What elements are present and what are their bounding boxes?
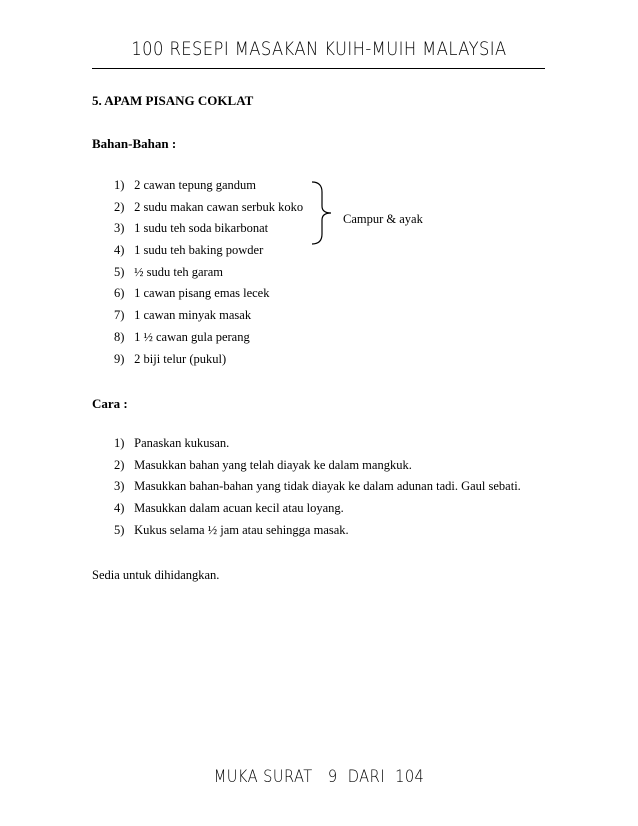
page-header-title: 100 RESEPI MASAKAN KUIH-MUIH MALAYSIA (131, 38, 507, 60)
method-heading: Cara : (92, 396, 128, 411)
list-item: 6) 1 cawan pisang emas lecek (114, 286, 270, 301)
bracket-note: Campur & ayak (343, 212, 423, 226)
page-footer: MUKA SURAT 9 DARI 104 (213, 767, 425, 787)
list-item: 3) 1 sudu teh soda bikarbonat (114, 221, 269, 236)
list-item: 1) 2 cawan tepung gandum (114, 178, 256, 192)
list-item: 2) Masukkan bahan yang telah diayak ke dalam mangkuk. (114, 457, 412, 472)
list-item: 7) 1 cawan minyak masak (114, 308, 252, 323)
ingredients-list (114, 175, 303, 370)
list-item: 3) Masukkan bahan-bahan yang tidak diayak ke dalam adunan tadi. Gaul sebati. (114, 479, 521, 494)
list-item: 4) 1 sudu teh baking powder (114, 243, 264, 258)
list-item: 1) Panaskan kukusan. (114, 436, 230, 450)
list-item: 2) 2 sudu makan cawan serbuk koko (114, 199, 304, 214)
list-item: 4) Masukkan dalam acuan kecil atau loyang. (114, 501, 344, 516)
list-item: 5) ½ sudu teh garam (114, 264, 223, 279)
recipe-title: 5. APAM PISANG COKLAT (92, 93, 254, 108)
method-steps-list (114, 433, 521, 541)
list-item: 5) Kukus selama ½ jam atau sehingga masak. (114, 522, 349, 537)
header-divider (92, 68, 545, 69)
curly-brace-icon (310, 180, 336, 246)
list-item: 8) 1 ½ cawan gula perang (114, 329, 250, 344)
list-item: 9) 2 biji telur (pukul) (114, 351, 227, 366)
ingredients-heading: Bahan-Bahan : (92, 136, 177, 151)
closing-line: Sedia untuk dihidangkan. (92, 568, 220, 582)
